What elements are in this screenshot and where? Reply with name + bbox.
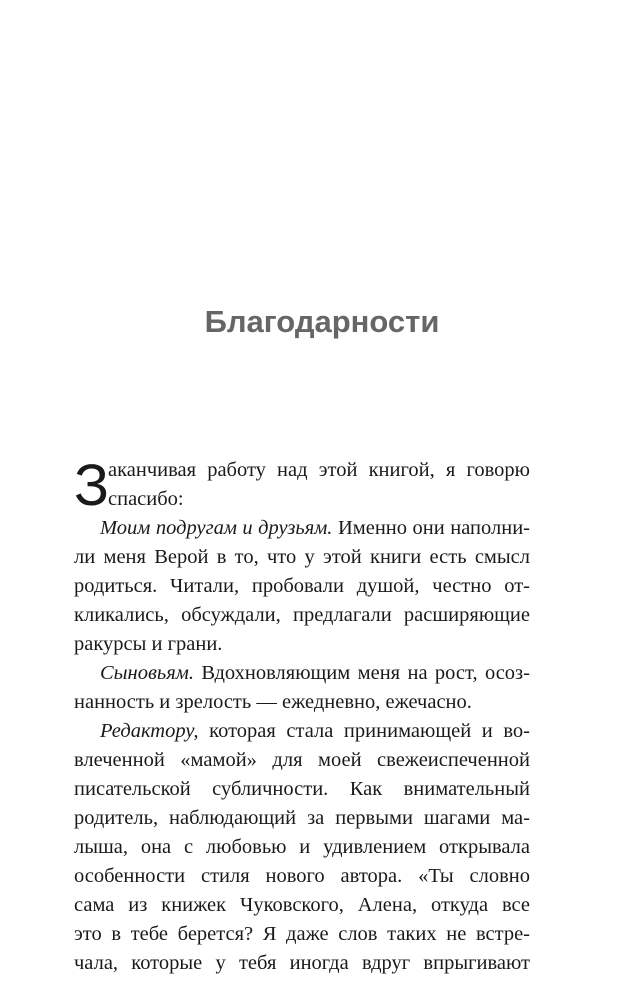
- italic-phrase: Редактору,: [100, 720, 199, 742]
- text-line: родитель, наблюдающий за первыми шагами ма-: [74, 807, 530, 829]
- text-line: спасибо:: [108, 488, 184, 510]
- body-text: [74, 453, 530, 978]
- text-line: ли меня Верой в то, что у этой книги есть смысл: [74, 546, 530, 568]
- text-fragment: Вдохновляющим меня на рост, осоз-: [193, 662, 530, 684]
- text-line: особенности стиля нового автора. «Ты словно: [74, 865, 530, 887]
- text-line: нанность и зрелость — ежедневно, ежечасно.: [74, 691, 472, 713]
- page-title: Благодарности: [204, 304, 440, 339]
- text-line: родиться. Читали, пробовали душой, честно от-: [74, 575, 530, 597]
- text-line: чала, которые у тебя иногда вдруг впрыгивают: [74, 952, 530, 974]
- text-line: аканчивая работу над этой книгой, я говорю: [108, 459, 530, 481]
- text-line: писательской субличности. Как внимательный: [74, 778, 530, 800]
- text-line: лыша, она с любовью и удивлением открывала: [74, 836, 530, 858]
- text-line: влеченной «мамой» для моей свежеиспеченной: [74, 749, 530, 771]
- italic-phrase: Моим подругам и друзьям.: [100, 517, 333, 539]
- text-line: [74, 514, 530, 543]
- text-line: [74, 717, 530, 746]
- text-fragment: которая стала принимающей и во-: [198, 720, 530, 742]
- text-fragment: Именно они наполни-: [332, 517, 530, 539]
- text-line: это в тебе берется? Я даже слов таких не встре-: [74, 923, 530, 945]
- text-line: ракурсы и грани.: [74, 633, 223, 655]
- text-line: кликались, обсуждали, предлагали расширяющие: [74, 604, 530, 626]
- drop-cap-letter: З: [74, 453, 110, 518]
- italic-phrase: Сыновьям.: [100, 662, 194, 684]
- text-line: [74, 659, 530, 688]
- text-line: сама из книжек Чуковского, Алена, откуда все: [74, 894, 530, 916]
